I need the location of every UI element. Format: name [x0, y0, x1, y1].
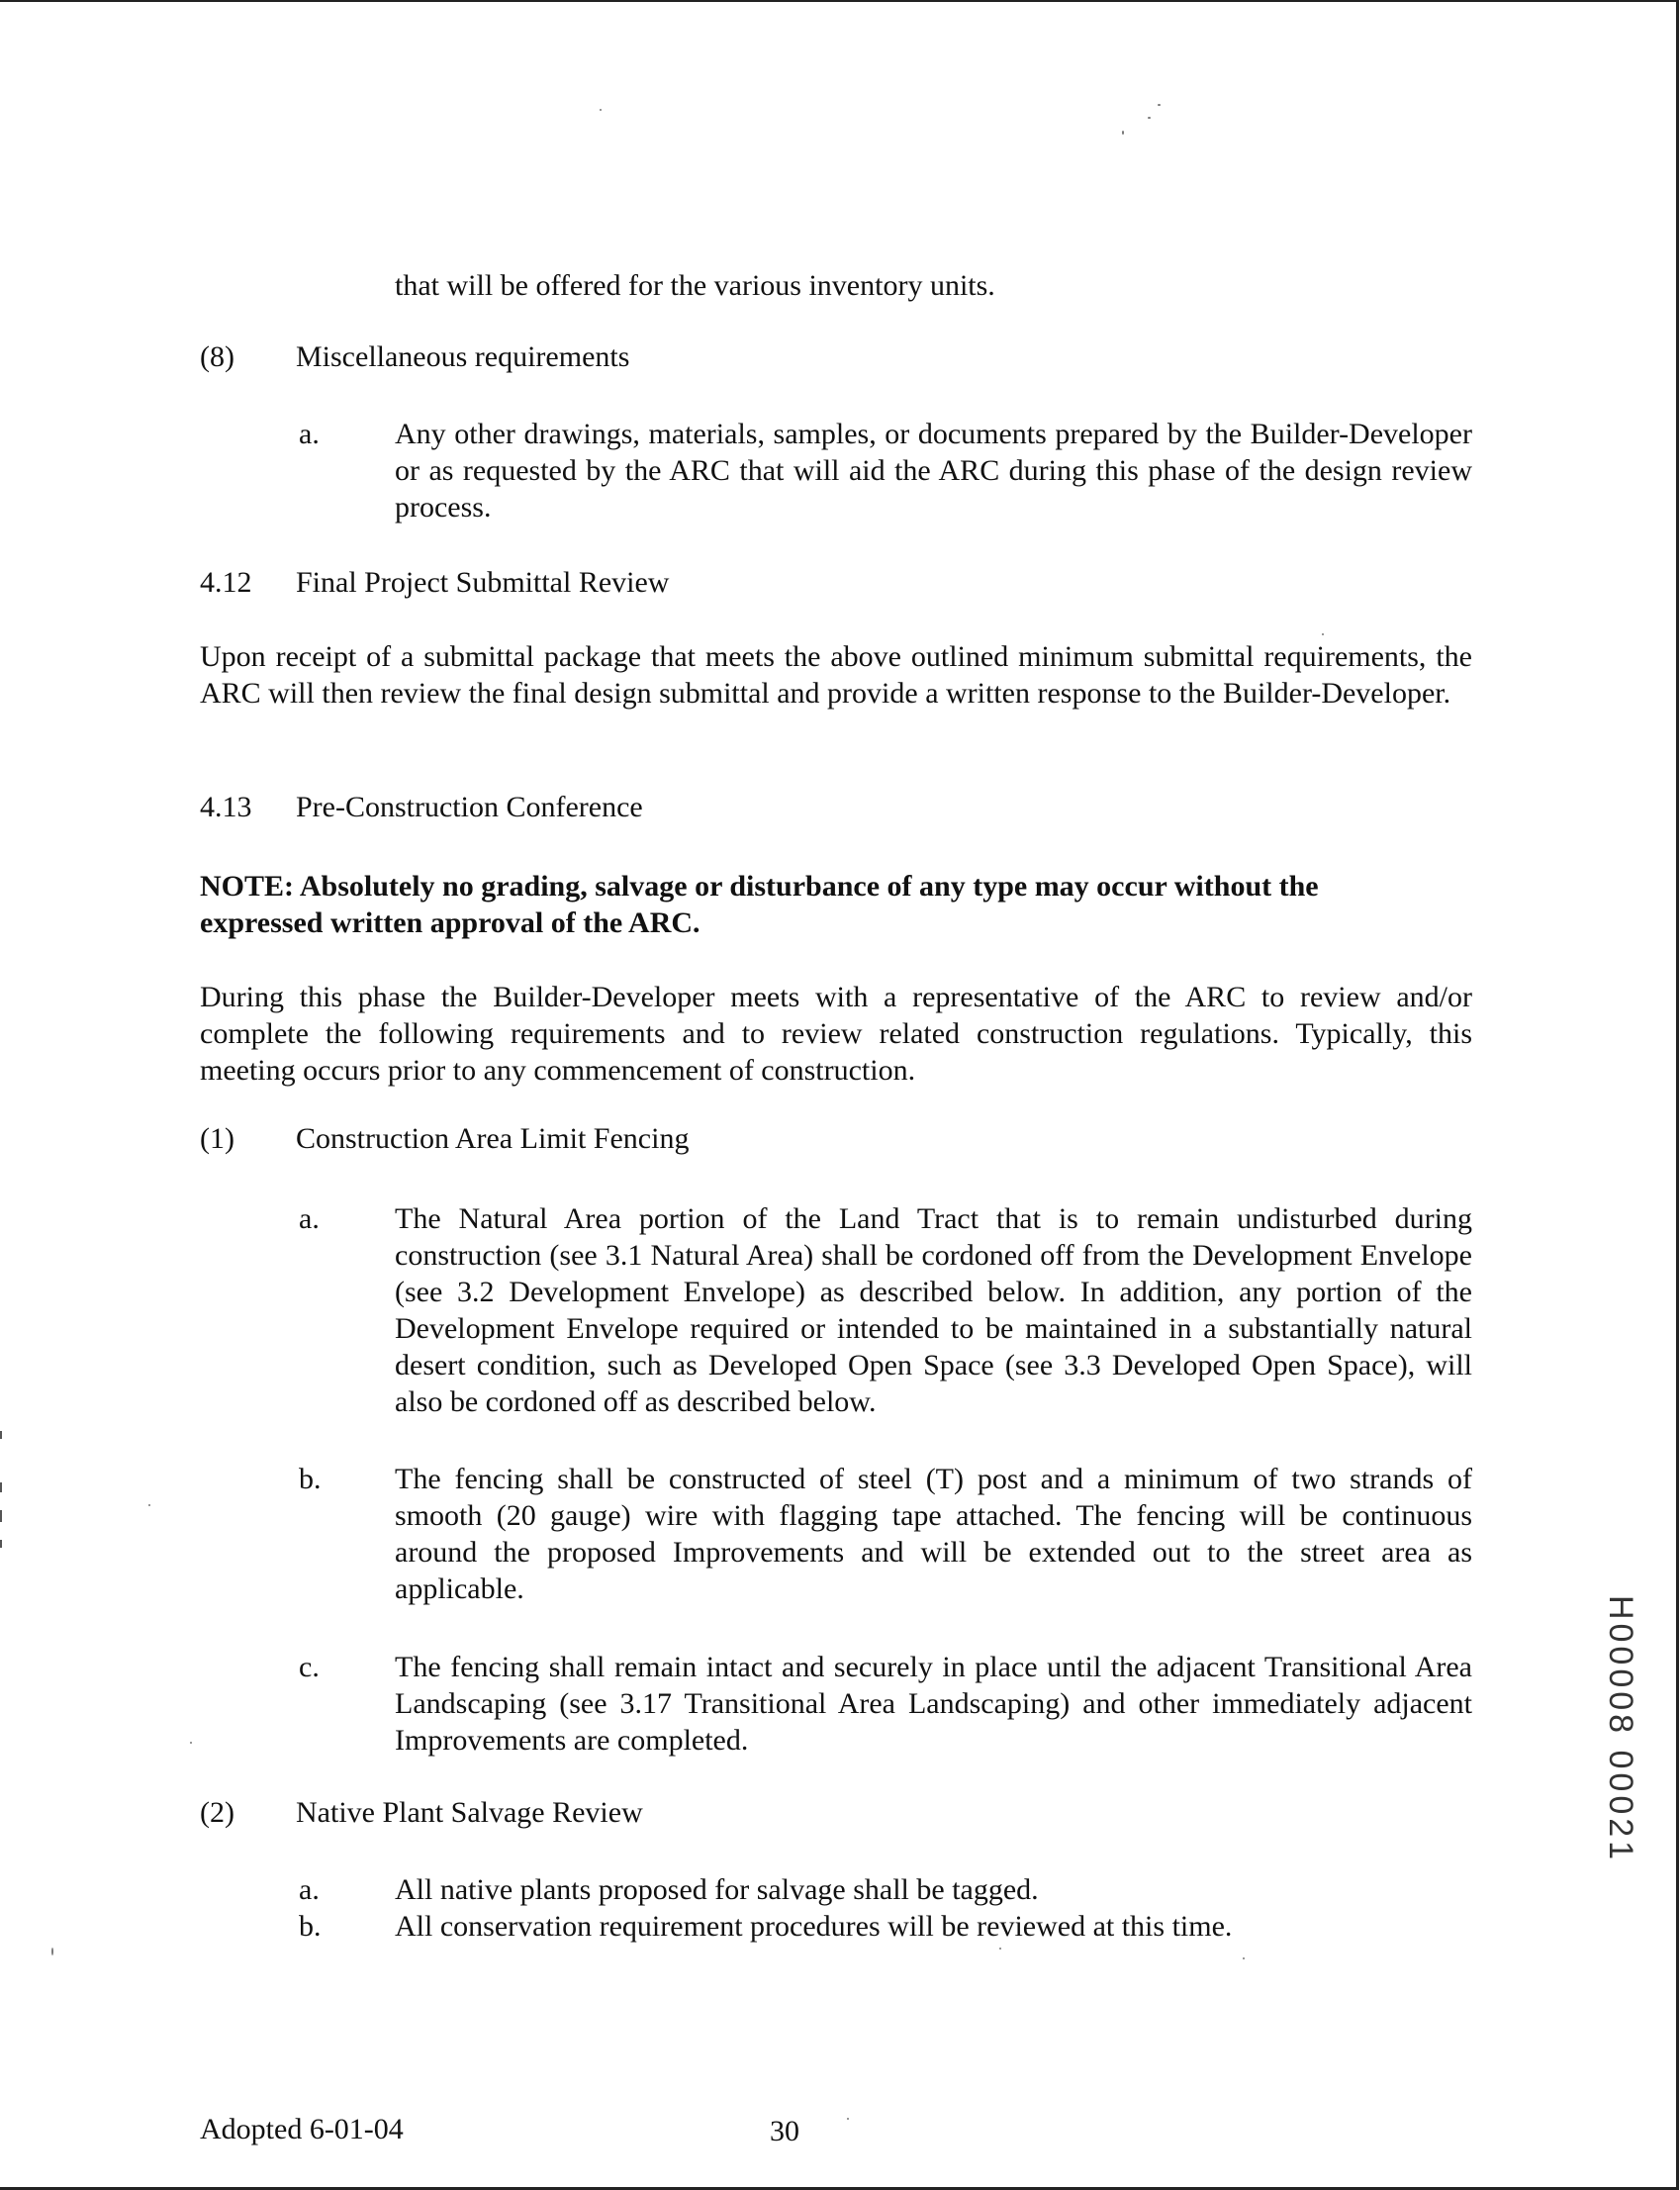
item-text: All conservation requirement procedures will be reviewed at this time. — [395, 1910, 1233, 1943]
item-letter: c. — [299, 1651, 320, 1683]
scan-speck — [1158, 104, 1161, 106]
scan-speck — [148, 1504, 150, 1506]
item-letter: a. — [299, 418, 320, 450]
scan-speck — [1148, 117, 1151, 119]
bates-stamp — [1601, 1595, 1640, 1862]
footer-adopted-date: Adopted 6-01-04 — [200, 2113, 404, 2145]
continuation-line: that will be offered for the various inventory units. — [395, 269, 995, 302]
footer-page-number: 30 — [770, 2115, 799, 2147]
scan-edge-mark — [0, 1482, 2, 1492]
body-paragraph: During this phase the Builder-Developer meets with a representative of the ARC to review and/or complete the following requirements and to review related construction regulations. Typically, this meeting occurs prior to any commencement of construction. — [200, 981, 1472, 1087]
section-number: 4.12 — [200, 566, 252, 599]
item-text: All native plants proposed for salvage shall be tagged. — [395, 1873, 1039, 1906]
section-heading: Miscellaneous requirements — [296, 340, 630, 373]
list-number: (8) — [200, 340, 234, 373]
item-text: Any other drawings, materials, samples, or documents prepared by the Builder-Developer or as requested by the ARC that will aid the ARC during this phase of the design review process. — [395, 418, 1472, 524]
section-heading: Construction Area Limit Fencing — [296, 1122, 690, 1155]
item-letter: a. — [299, 1202, 320, 1235]
scan-speck — [190, 1742, 192, 1744]
scan-speck — [847, 2118, 849, 2120]
bates-number: H00008 00021 — [1602, 1594, 1640, 1863]
item-letter: a. — [299, 1873, 320, 1906]
scan-speck — [51, 1948, 53, 1955]
scan-edge-mark — [0, 1510, 2, 1522]
section-number: 4.13 — [200, 791, 252, 823]
list-number: (1) — [200, 1122, 234, 1155]
section-heading: Pre-Construction Conference — [296, 791, 643, 823]
section-heading: Native Plant Salvage Review — [296, 1796, 643, 1829]
scan-speck — [600, 109, 602, 111]
list-number: (2) — [200, 1796, 234, 1829]
note-paragraph: NOTE: Absolutely no grading, salvage or disturbance of any type may occur without the expressed written approval of the ARC. — [200, 870, 1319, 939]
scan-speck — [1322, 633, 1324, 635]
body-paragraph: Upon receipt of a submittal package that meets the above outlined minimum submittal requirements, the ARC will then review the final design submittal and provide a written response to the Builder-Developer. — [200, 640, 1472, 710]
item-text: The fencing shall be constructed of steel (T) post and a minimum of two strands of smooth (20 gauge) wire with flagging tape attached. The fencing will be continuous around the proposed Improvements and will be extended out to the street area as applicable. — [395, 1463, 1472, 1605]
item-text: The fencing shall remain intact and securely in place until the adjacent Transitional Area Landscaping (see 3.17 Transitional Area Landscaping) and other immediately adjacent Improvements are completed. — [395, 1651, 1472, 1757]
scan-speck — [1243, 1957, 1245, 1959]
scan-edge-mark — [0, 1540, 2, 1548]
scan-speck — [1122, 131, 1124, 135]
item-letter: b. — [299, 1910, 322, 1943]
scan-speck — [999, 1948, 1001, 1950]
item-letter: b. — [299, 1463, 322, 1495]
section-heading: Final Project Submittal Review — [296, 566, 670, 599]
scan-edge-mark — [0, 1431, 2, 1439]
item-text: The Natural Area portion of the Land Tract that is to remain undisturbed during construction (see 3.1 Natural Area) shall be cordoned off from the Development Envelope (see 3.2 Development Envelope) as described below. In addition, any portion of the Development Envelope required or intended to be maintained in a substantially natural desert condition, such as Developed Open Space (see 3.3 Developed Open Space), will also be cordoned off as described below. — [395, 1202, 1472, 1418]
